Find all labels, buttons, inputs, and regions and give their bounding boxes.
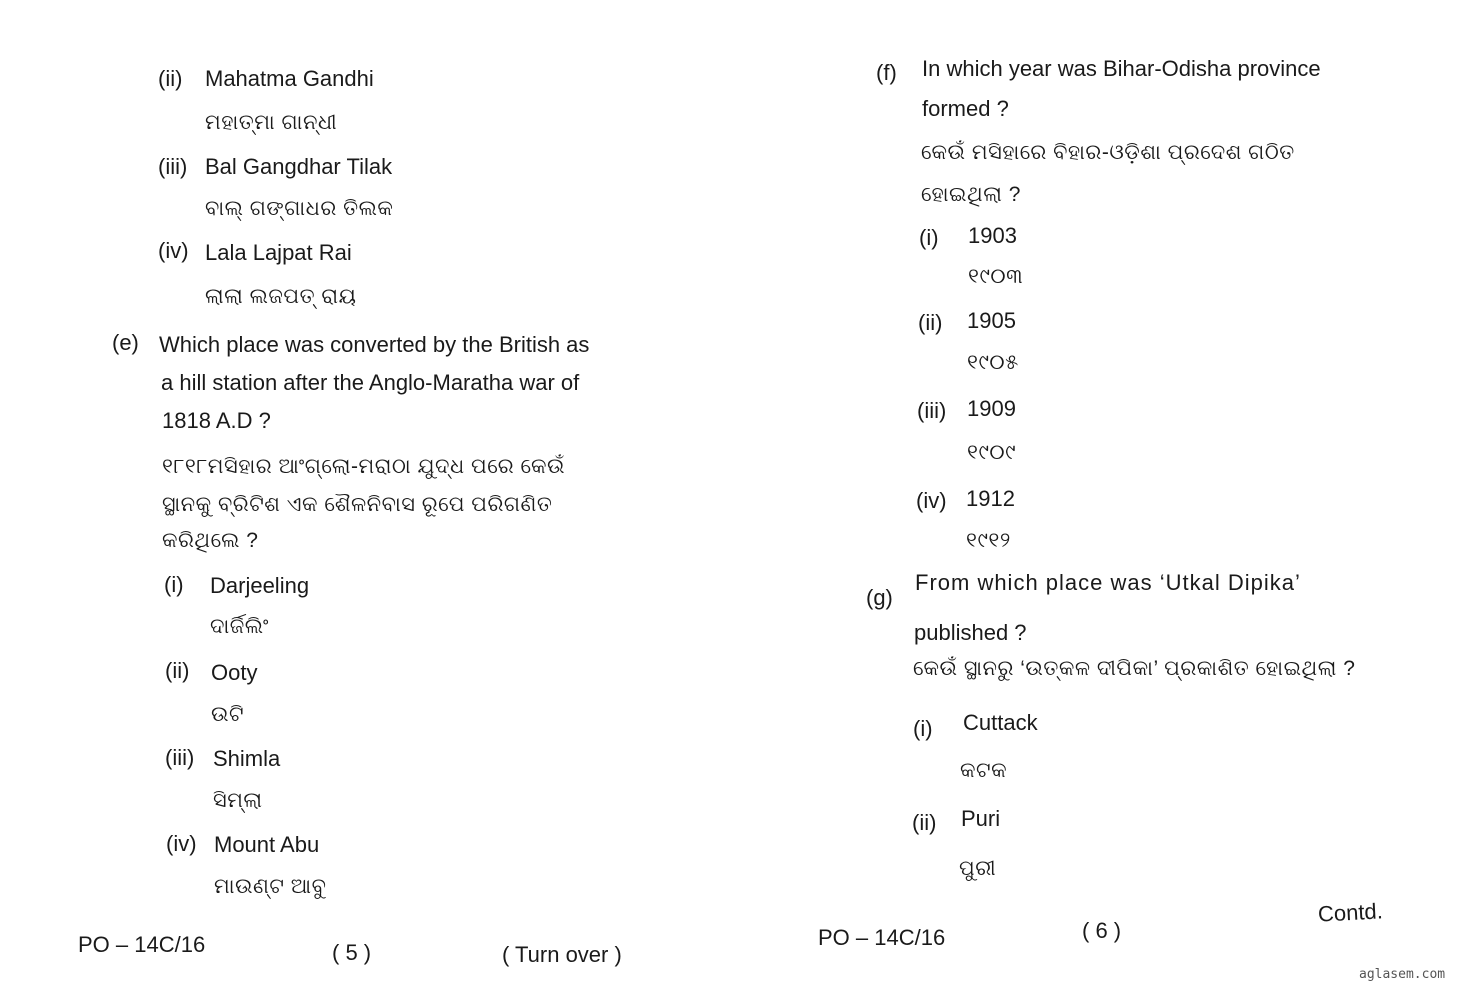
option-text: 1903 [968, 223, 1017, 248]
option-num: (iv) [166, 831, 197, 856]
right-page [730, 0, 1459, 991]
option-text-odia: ବାଲ୍ ଗଙ୍ଗାଧର ତିଲକ [205, 197, 394, 220]
question-line: published ? [914, 620, 1027, 645]
option-text: 1905 [967, 308, 1016, 333]
question-label: (f) [876, 60, 897, 85]
question-line-odia: କେଉଁ ସ୍ଥାନରୁ ‘ଉତ୍କଳ ଦୀପିକା’ ପ୍ରକାଶିତ ହୋଇଥିଲା ? [913, 657, 1356, 680]
option-num: (ii) [912, 810, 937, 835]
option-text: Mahatma Gandhi [205, 66, 374, 91]
question-line-odia: ୧୮୧୮ମସିହାର ଆଂଗ୍ଲୋ-ମରାଠା ଯୁଦ୍ଧ ପରେ କେଉଁ [162, 455, 566, 478]
option-num: (i) [919, 225, 939, 250]
option-num: (iii) [165, 745, 195, 770]
option-num: (i) [164, 572, 184, 597]
question-line: Which place was converted by the British as [159, 332, 590, 357]
option-text-odia: ଉଟି [211, 703, 245, 726]
option-num: (iv) [158, 238, 189, 263]
option-text-odia: ସିମ୍ଲା [213, 789, 263, 812]
question-label: (g) [866, 585, 893, 610]
option-text-odia: ୧୯୦୩ [968, 265, 1024, 288]
option-text: Shimla [213, 746, 281, 771]
option-text-odia: କଟକ [960, 759, 1008, 782]
option-num: (iii) [158, 154, 188, 179]
question-line-odia: କେଉଁ ମସିହାରେ ବିହାର-ଓଡ଼ିଶା ପ୍ରଦେଶ ଗଠିତ [921, 141, 1295, 164]
option-num: (iii) [917, 398, 947, 423]
option-text-odia: ଲାଲା ଲଜପତ୍ ରାୟ [205, 285, 357, 308]
option-text-odia: ୧୯୦୫ [967, 351, 1019, 374]
watermark: aglasem.com [1359, 967, 1446, 982]
option-num: (ii) [158, 66, 183, 91]
option-num: (ii) [165, 658, 190, 683]
option-text: 1909 [967, 396, 1016, 421]
question-line: From which place was ‘Utkal Dipika’ [915, 570, 1301, 595]
option-num: (i) [913, 716, 933, 741]
question-line-odia: ସ୍ଥାନକୁ ବ୍ରିଟିଶ ଏକ ଶୈଳନିବାସ ରୂପେ ପରିଗଣିତ [162, 493, 553, 516]
turn-over: ( Turn over ) [502, 942, 622, 967]
option-text-odia: ୧୯୦୯ [967, 441, 1017, 464]
option-text: Lala Lajpat Rai [205, 240, 352, 265]
question-line-odia: କରିଥିଲେ ? [162, 529, 259, 552]
option-text: Darjeeling [210, 573, 310, 598]
option-text: Cuttack [963, 710, 1038, 735]
option-text-odia: ଦାର୍ଜିଲିଂ [210, 615, 269, 638]
question-line: In which year was Bihar-Odisha province [922, 56, 1321, 81]
option-text: Mount Abu [214, 832, 320, 857]
option-text-odia: ମାଉଣ୍ଟ ଆବୁ [214, 875, 327, 898]
option-num: (ii) [918, 310, 943, 335]
option-text: Ooty [211, 660, 258, 685]
option-text: 1912 [966, 486, 1015, 511]
option-text: Puri [961, 806, 1001, 831]
question-line: formed ? [922, 96, 1009, 121]
paper-code: PO – 14C/16 [78, 932, 206, 957]
contd-label: Contd. [1317, 898, 1384, 927]
question-line-odia: ହୋଇଥିଲା ? [921, 183, 1021, 206]
option-text: Bal Gangdhar Tilak [205, 154, 393, 179]
paper-code: PO – 14C/16 [818, 925, 946, 950]
question-line: 1818 A.D ? [162, 408, 271, 433]
option-text-odia: ୧୯୧୨ [966, 529, 1011, 552]
question-label: (e) [112, 330, 139, 355]
question-line: a hill station after the Anglo-Maratha war of [161, 370, 580, 395]
option-num: (iv) [916, 488, 947, 513]
page-number: ( 5 ) [332, 940, 372, 965]
option-text-odia: ପୁରୀ [959, 857, 997, 880]
page-number: ( 6 ) [1082, 918, 1122, 943]
option-text-odia: ମହାତ୍ମା ଗାନ୍ଧୀ [205, 111, 338, 134]
